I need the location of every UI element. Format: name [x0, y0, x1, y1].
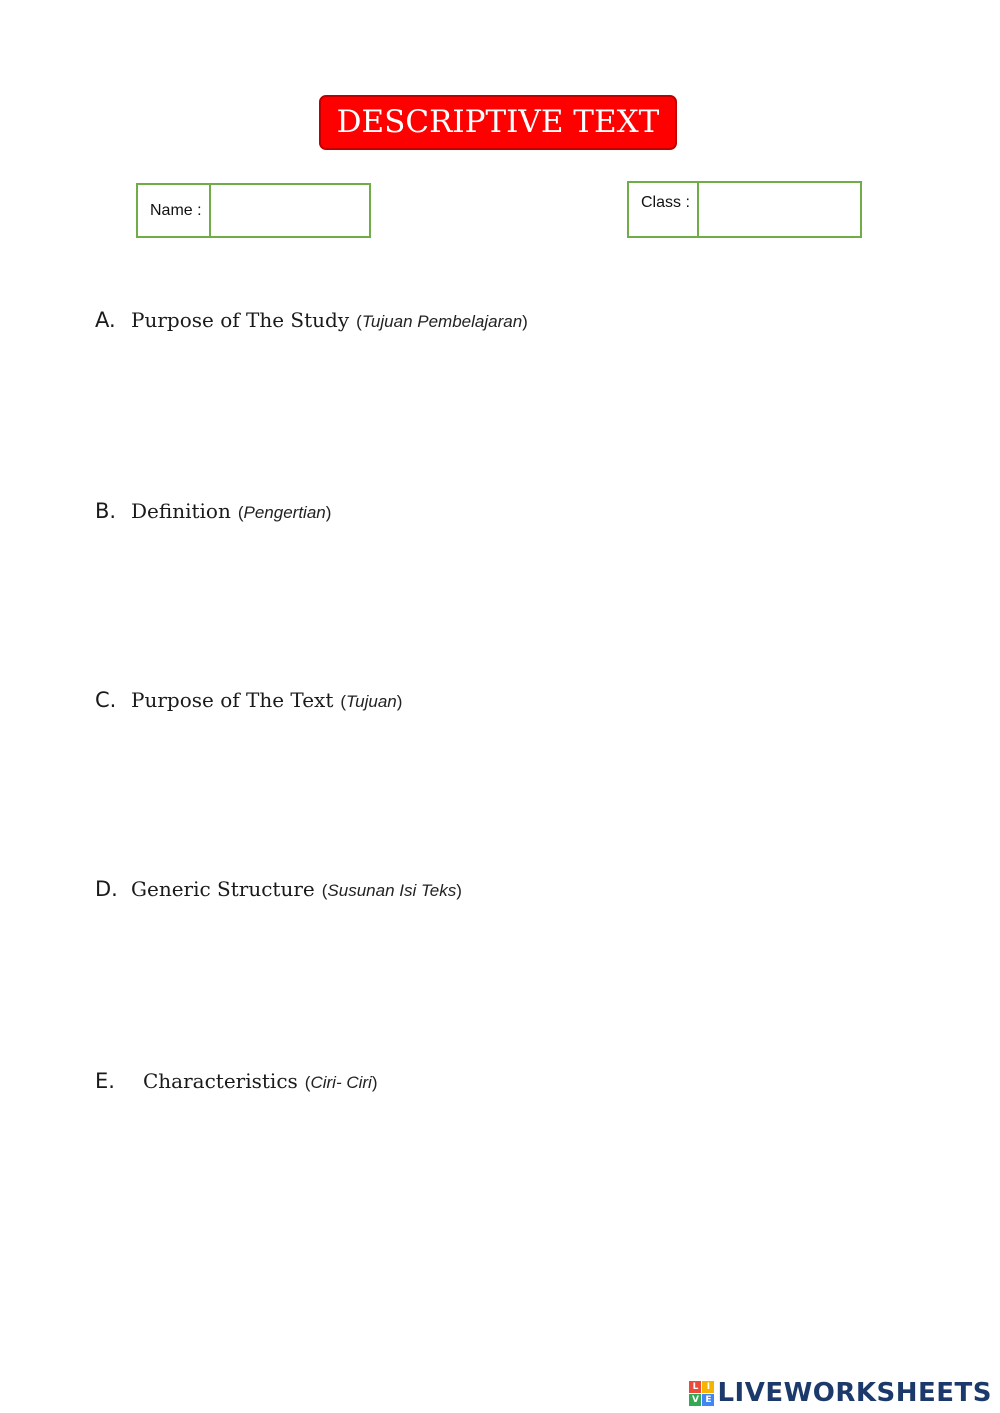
section-translation: (Tujuan) — [340, 692, 403, 711]
section-letter: D. — [95, 877, 118, 901]
name-label: Name : — [138, 185, 211, 236]
section-translation: (Pengertian) — [237, 503, 332, 522]
class-input[interactable] — [699, 183, 860, 236]
logo-letter: I — [702, 1381, 714, 1393]
section-definition — [95, 499, 331, 523]
section-title: Definition — [131, 499, 231, 523]
section-title: Characteristics — [143, 1069, 298, 1093]
class-field — [627, 181, 862, 238]
worksheet-title: DESCRIPTIVE TEXT — [336, 104, 660, 140]
title-banner — [319, 95, 677, 150]
section-generic-structure — [95, 877, 462, 901]
section-letter: A. — [95, 308, 116, 332]
section-translation: (Tujuan Pembelajaran) — [356, 312, 528, 331]
section-title: Purpose of The Study — [131, 308, 350, 332]
section-letter: E. — [95, 1069, 115, 1093]
logo-letter: L — [689, 1381, 701, 1393]
section-translation: (Ciri- Ciri) — [304, 1073, 378, 1092]
section-letter: C. — [95, 688, 117, 712]
section-characteristics — [95, 1069, 378, 1093]
section-purpose-of-text — [95, 688, 402, 712]
section-title: Purpose of The Text — [131, 688, 334, 712]
section-title: Generic Structure — [131, 877, 315, 901]
section-translation: (Susunan Isi Teks) — [321, 881, 462, 900]
class-label: Class : — [629, 183, 699, 236]
name-input[interactable] — [211, 185, 369, 236]
logo-letter: V — [689, 1394, 701, 1406]
name-field — [136, 183, 371, 238]
liveworksheets-logo — [689, 1380, 992, 1406]
logo-text: LIVEWORKSHEETS — [717, 1378, 992, 1408]
section-purpose-of-study — [95, 308, 528, 332]
section-letter: B. — [95, 499, 117, 523]
logo-letter: E — [702, 1394, 714, 1406]
logo-mark-icon — [689, 1381, 714, 1406]
